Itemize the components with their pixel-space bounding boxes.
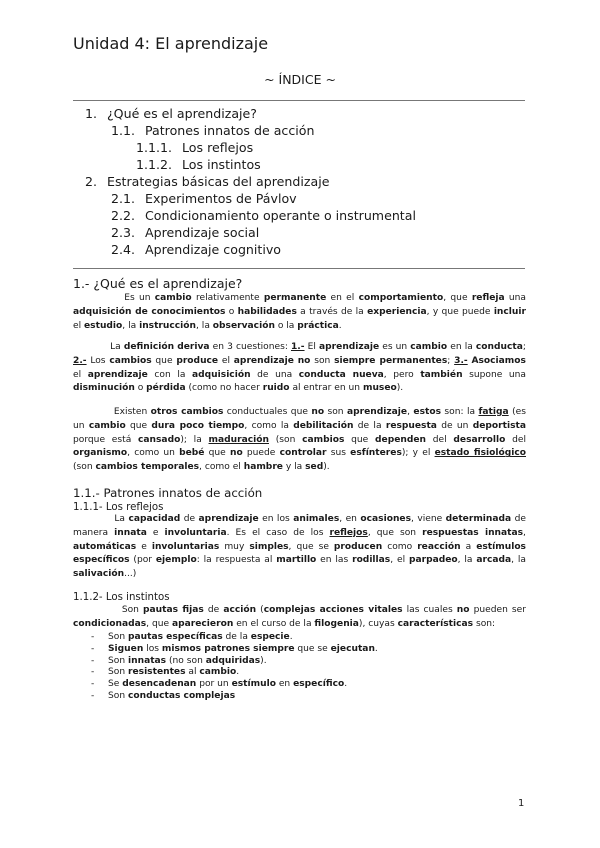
characteristics-list [91, 632, 521, 703]
list-item: - Son conductas complejas [91, 691, 521, 703]
list-item: - Son resistentes al cambio. [91, 667, 521, 679]
list-item: - Siguen los mismos patrones siempre que se ejecutan. [91, 644, 521, 656]
paragraph: La definición deriva en 3 cuestiones: 1.- El aprendizaje es un cambio en la conducta; 2.- Los cambios que produce el aprendizaje no son siempre permanentes; 3.- Asociamos el aprendizaje con la adquisición de una conducta nueva, pero también supone una disminución o pérdida (como no hacer ruido al entrar en un museo). [73, 342, 527, 394]
subsection-heading: 1.1.- Patrones innatos de acción [73, 486, 263, 500]
toc-item: 1.1.1. Los reflejos [135, 140, 254, 155]
list-item: - Son pautas específicas de la especie. [91, 632, 521, 644]
list-item: - Se desencadenan por un estímulo en específico. [91, 679, 521, 691]
list-item: - Son innatas (no son adquiridas). [91, 656, 521, 668]
subsubsection-heading: 1.1.2- Los instintos [73, 592, 170, 603]
toc-item: 2.4. Aprendizaje cognitivo [110, 242, 282, 257]
toc-item: 2.3. Aprendizaje social [110, 225, 260, 240]
section-heading: 1.- ¿Qué es el aprendizaje? [73, 276, 243, 291]
toc-item: 1.1. Patrones innatos de acción [110, 123, 315, 138]
toc-item: 2. Estrategias básicas del aprendizaje [84, 174, 330, 189]
index-title: ~ ÍNDICE ~ [264, 72, 336, 87]
paragraph: Es un cambio relativamente permanente en el comportamiento, que refleja una adquisición de conocimientos o habilidades a través de la experiencia, y que puede incluir el estudio, la instrucción, la observación o la práctica. [73, 293, 527, 331]
page-number: 1 [518, 798, 525, 809]
divider [73, 268, 525, 269]
toc-item: 1. ¿Qué es el aprendizaje? [84, 106, 257, 121]
paragraph: La capacidad de aprendizaje en los animales, en ocasiones, viene determinada de manera innata e involuntaria. Es el caso de los reflejos, que son respuestas innatas, automáticas e involuntarias muy simples, que se producen como reacción a estímulos específicos (por ejemplo: la respuesta al martillo en las rodillas, el parpadeo, la arcada, la salivación...) [73, 514, 527, 580]
document-title: Unidad 4: El aprendizaje [73, 34, 269, 53]
subsubsection-heading: 1.1.1- Los reflejos [73, 502, 164, 513]
paragraph: Existen otros cambios conductuales que no son aprendizaje, estos son: la fatiga (es un cambio que dura poco tiempo, como la debilitación de la respuesta de un deportista porque está cansado); la maduración (son cambios que dependen del desarrollo del organismo, como un bebé que no puede controlar sus esfínteres); y el estado fisiológico (son cambios temporales, como el hambre y la sed). [73, 407, 526, 473]
toc-item: 2.1. Experimentos de Pávlov [110, 191, 297, 206]
toc-item: 1.1.2. Los instintos [135, 157, 261, 172]
paragraph: Son pautas fijas de acción (complejas acciones vitales las cuales no pueden ser condicionadas, que aparecieron en el curso de la filogenia), cuyas características son: [73, 605, 526, 629]
toc-item: 2.2. Condicionamiento operante o instrumental [110, 208, 416, 223]
divider [73, 100, 525, 101]
